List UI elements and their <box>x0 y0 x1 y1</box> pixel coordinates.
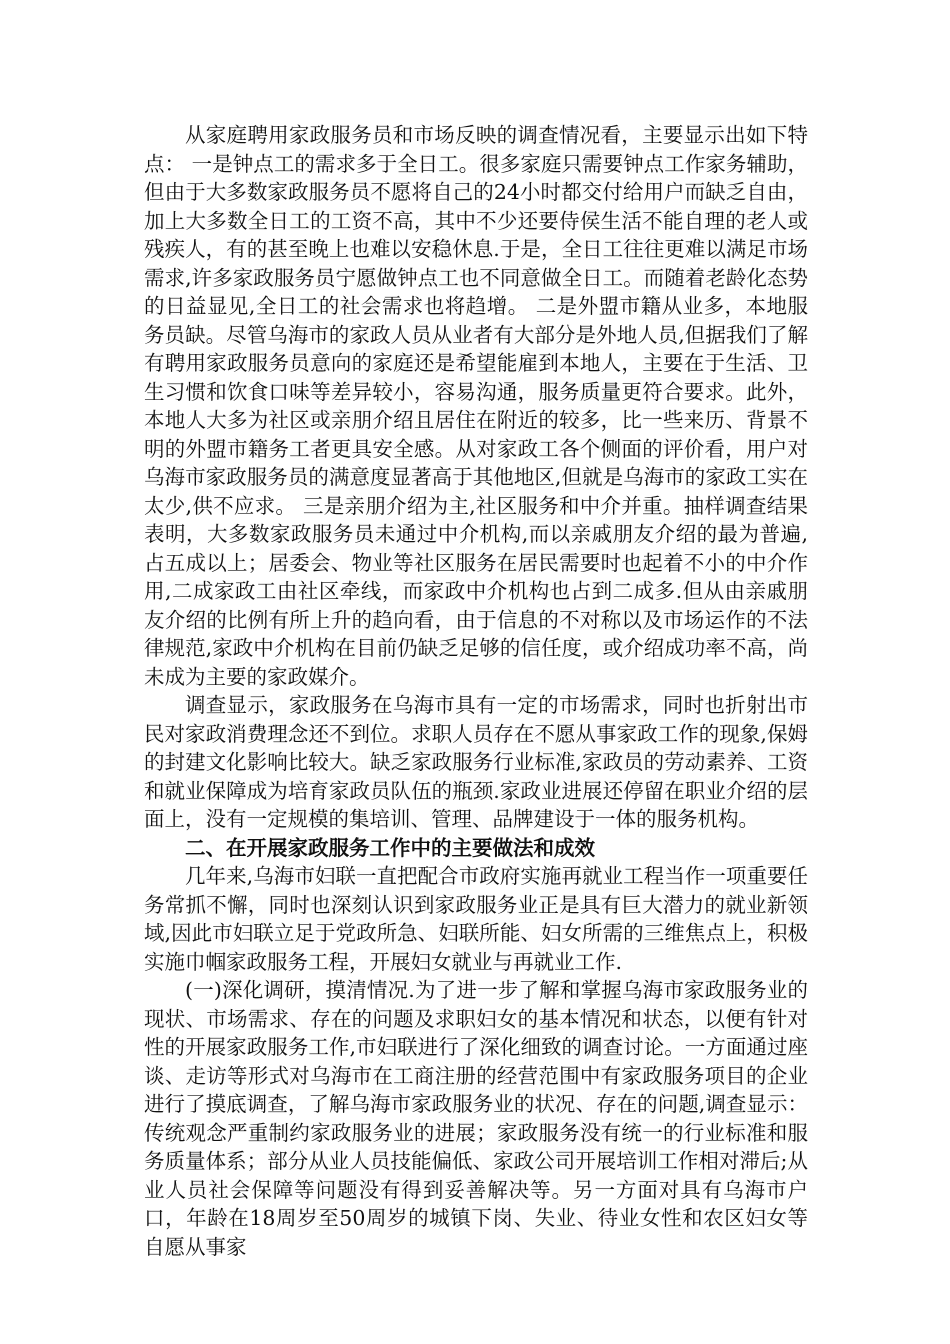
paragraph-survey-conclusion: 调查显示，家政服务在乌海市具有一定的市场需求，同时也折射出市民对家政消费理念还不到位。求职人员存在不愿从事家政工作的现象,保姆的封建文化影响比较大。缺乏家政服务行业标准,家政员的劳动素养、工资和就业保障成为培育家政员队伍的瓶颈.家政业进展还停留在职业介绍的层面上，没有一定规模的集培训、管理、品牌建设于一体的服务机构。 <box>144 693 808 831</box>
section-heading: 二、在开展家政服务工作中的主要做法和成效 <box>185 835 595 860</box>
paragraph-research: (一)深化调研，摸清情况.为了进一步了解和掌握乌海市家政服务业的现状、市场需求、存在的问题及求职妇女的基本情况和状态，以便有针对性的开展家政服务工作,市妇联进行了深化细致的调查讨论。一方面通过座谈、走访等形式对乌海市在工商注册的经营范围中有家政服务项目的企业进行了摸底调查，了解乌海市家政服务业的状况、存在的问题,调查显示：传统观念严重制约家政服务业的进展；家政服务没有统一的行业标准和服务质量体系；部分从业人员技能偏低、家政公司开展培训工作相对滞后;从业人员社会保障等问题没有得到妥善解决等。另一方面对具有乌海市户口，年龄在18周岁至50周岁的城镇下岗、失业、待业女性和农区妇女等自愿从事家 <box>144 978 808 1259</box>
paragraph-survey-features: 从家庭聘用家政服务员和市场反映的调查情况看，主要显示出如下特点： 一是钟点工的需求多于全日工。很多家庭只需要钟点工作家务辅助，但由于大多数家政服务员不愿将自己的24小时都交付给用户而缺乏自由，加上大多数全日工的工资不高，其中不少还要侍侯生活不能自理的老人或残疾人，有的甚至晚上也难以安稳休息.于是，全日工往往更难以满足市场需求,许多家政服务员宁愿做钟点工也不同意做全日工。而随着老龄化态势的日益显见,全日工的社会需求也将趋增。 二是外盟市籍从业多，本地服务员缺。尽管乌海市的家政人员从业者有大部分是外地人员,但据我们了解有聘用家政服务员意向的家庭还是希望能雇到本地人，主要在于生活、卫生习惯和饮食口味等差异较小，容易沟通，服务质量更符合要求。此外，本地人大多为社区或亲朋介绍且居住在附近的较多，比一些来历、背景不明的外盟市籍务工者更具安全感。从对家政工各个侧面的评价看，用户对乌海市家政服务员的满意度显著高于其他地区,但就是乌海市的家政工实在太少,供不应求。 三是亲朋介绍为主,社区服务和中介并重。抽样调查结果表明，大多数家政服务员未通过中介机构,而以亲戚朋友介绍的最为普遍,占五成以上；居委会、物业等社区服务在居民需要时也起着不小的中介作用,二成家政工由社区牵线，而家政中介机构也占到二成多.但从由亲戚朋友介绍的比例有所上升的趋向看，由于信息的不对称以及市场运作的不法律规范,家政中介机构在目前仍缺乏足够的信任度，或介绍成功率不高，尚未成为主要的家政媒介。 <box>144 123 808 689</box>
paragraph-womens-federation: 几年来,乌海市妇联一直把配合市政府实施再就业工程当作一项重要任务常抓不懈，同时也深刻认识到家政服务业正是具有巨大潜力的就业新领域,因此市妇联立足于党政所急、妇联所能、妇女所需的三维焦点上，积极实施巾帼家政服务工程，开展妇女就业与再就业工作. <box>144 864 808 974</box>
document-body <box>144 121 808 1261</box>
